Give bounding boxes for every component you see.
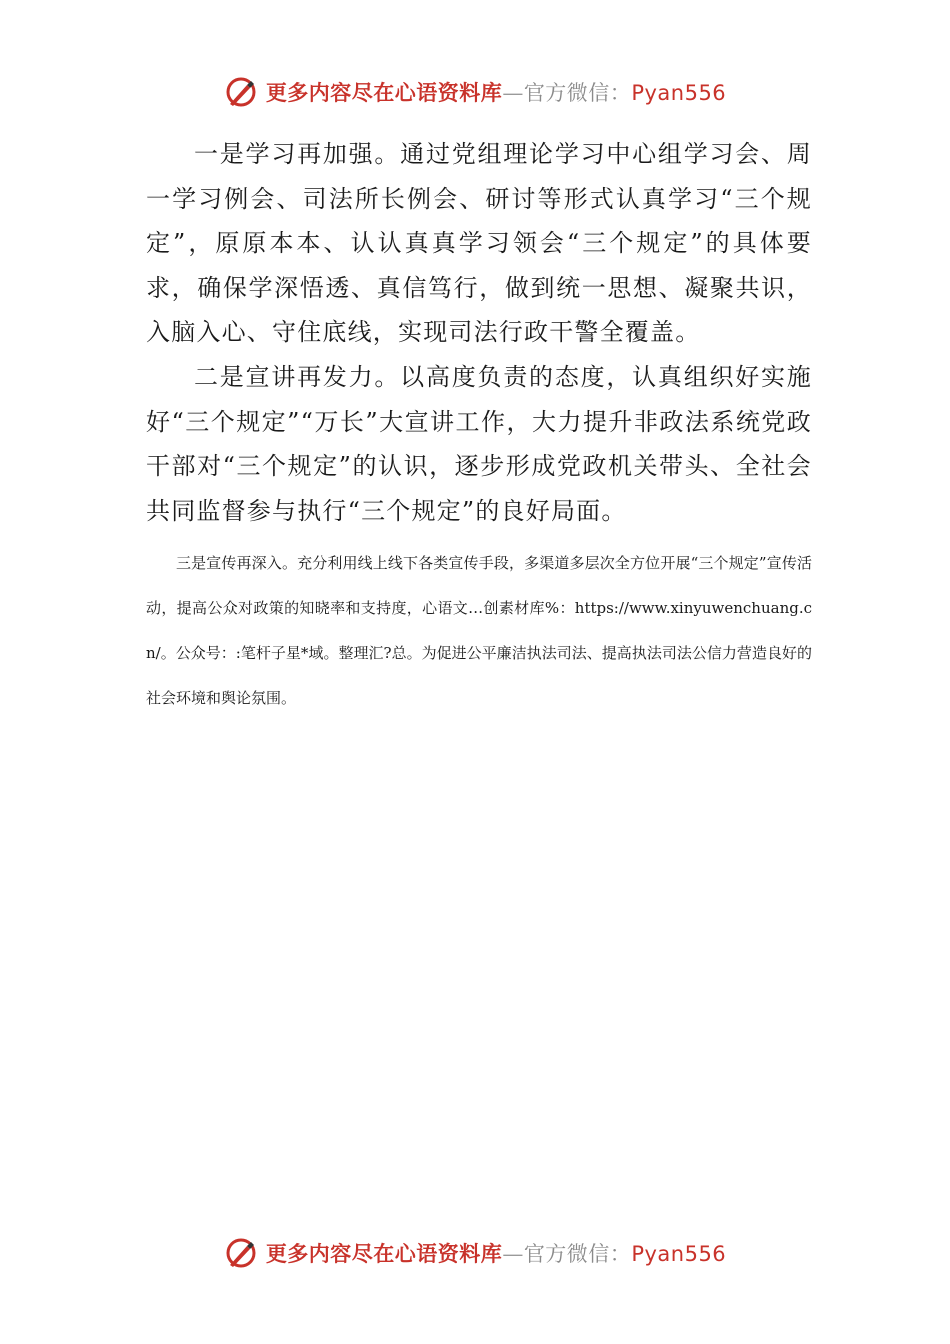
footer-text	[266, 1238, 726, 1268]
header-text	[266, 77, 726, 107]
footer-banner	[0, 1233, 950, 1273]
paragraph-2: 二是宣讲再发力。以高度负责的态度，认真组织好实施好“三个规定”“万长”大宣讲工作，大力提升非政法系统党政干部对“三个规定”的认识，逐步形成党政机关带头、全社会共同监督参与执行“三个规定”的良好局面。	[146, 362, 812, 525]
paragraph-1: 一是学习再加强。通过党组理论学习中心组学习会、周一学习例会、司法所长例会、研讨等形式认真学习“三个规定”，原原本本、认认真真学习领会“三个规定”的具体要求，确保学深悟透、真信笃行，做到统一思想、凝聚共识，入脑入心、守住底线，实现司法行政干警全覆盖。	[146, 140, 812, 347]
paragraph-3: 三是宣传再深入。充分利用线上线下各类宣传手段，多渠道多层次全方位开展“三个规定”宣传活动，提高公众对政策的知晓率和支持度，心语文…创素材库%：https://www.xinyuwenchuang.cn/。公众号：:笔杆子星*域。整理汇?总。为促进公平廉洁执法司法、提高执法司法公信力营造良好的社会环境和舆论氛围。	[146, 554, 812, 708]
header-brand-text: 更多内容尽在心语资料库	[265, 80, 503, 105]
header-banner	[0, 72, 950, 112]
document-body	[146, 132, 812, 721]
header-wechat-id: Pyan556	[631, 81, 727, 105]
pen-circle-logo-icon	[224, 75, 258, 109]
footer-brand-text: 更多内容尽在心语资料库	[265, 1241, 503, 1266]
header-wechat-label: 官方微信：	[523, 81, 632, 105]
footer-wechat-id: Pyan556	[631, 1242, 727, 1266]
pen-circle-logo-icon	[224, 1236, 258, 1270]
footer-dash: —	[502, 1242, 524, 1266]
header-dash: —	[502, 81, 524, 105]
footer-wechat-label: 官方微信：	[523, 1242, 632, 1266]
